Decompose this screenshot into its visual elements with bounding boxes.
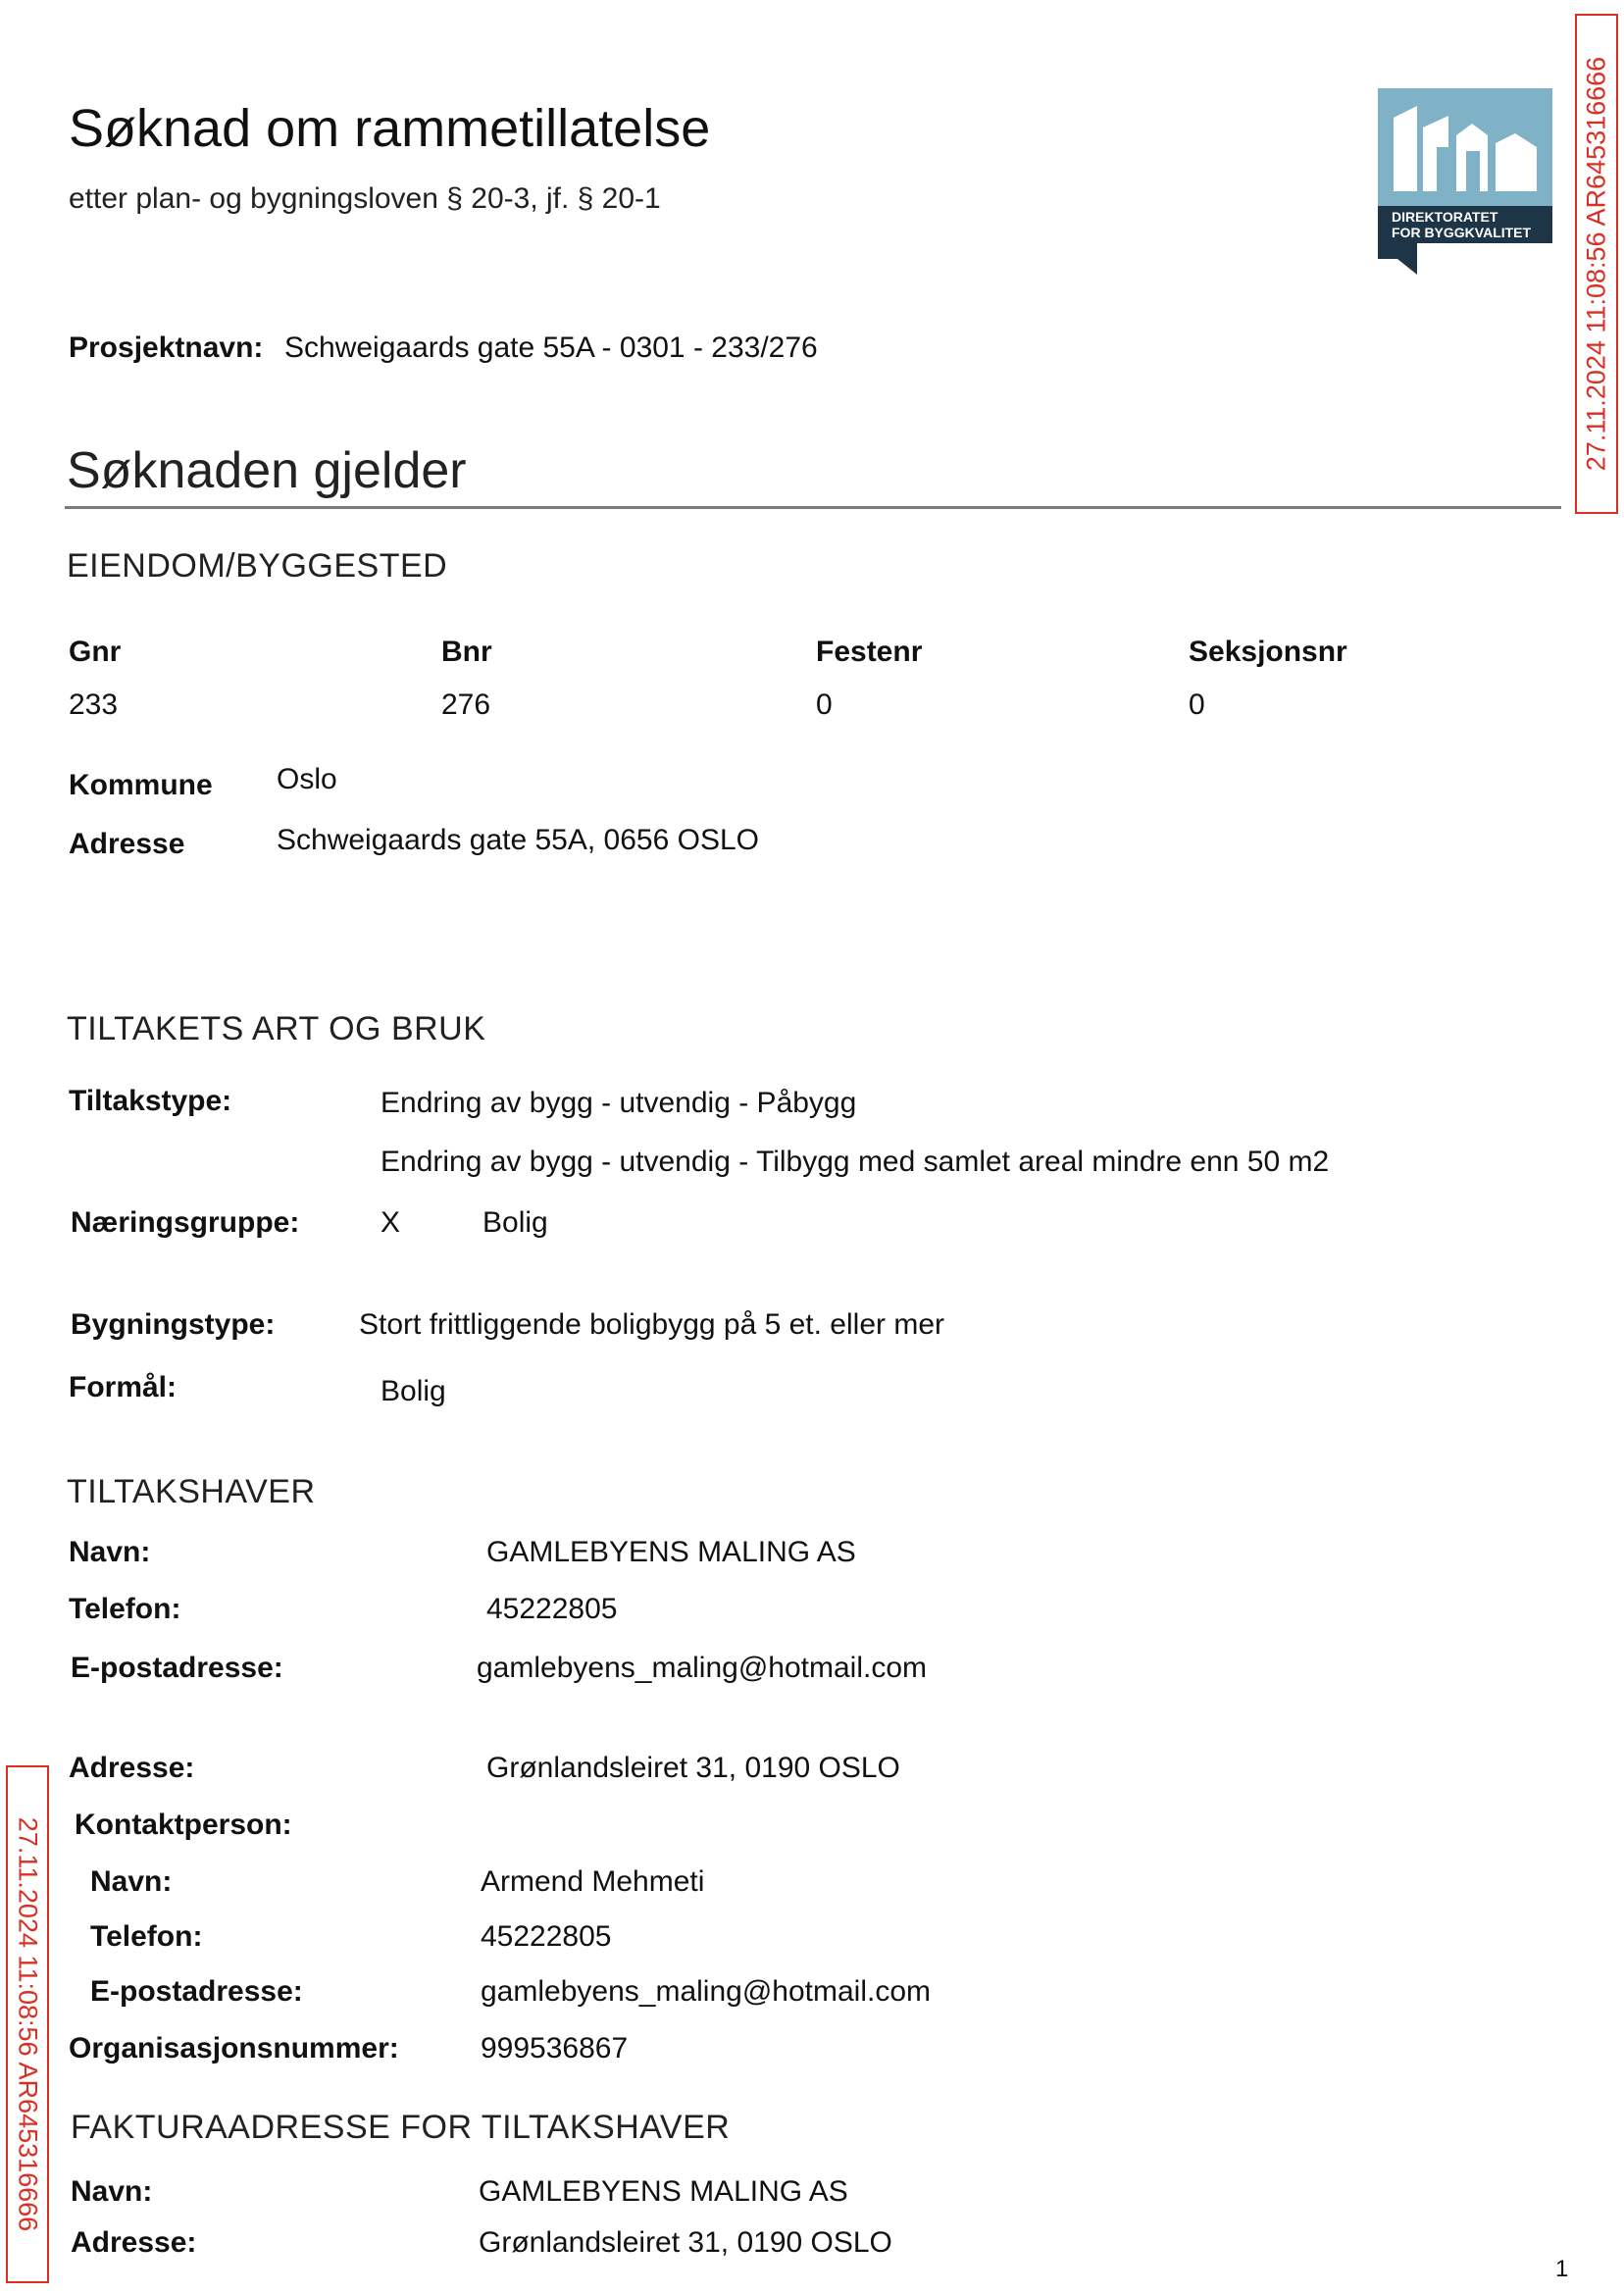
project-label: Prosjektnavn: (69, 331, 264, 364)
tiltakshaver-telefon-label: Telefon: (69, 1593, 181, 1625)
kommune-label: Kommune (69, 769, 213, 801)
orgnr-value: 999536867 (481, 2032, 629, 2065)
page-number: 1 (1555, 2256, 1569, 2282)
stamp-text-left: 27.11.2024 11:08:56 AR645316666 (13, 1816, 43, 2232)
logo-text-line1: DIREKTORATET (1392, 209, 1498, 225)
tiltakstype-label: Tiltakstype: (69, 1085, 232, 1117)
faktura-heading: FAKTURAADRESSE FOR TILTAKSHAVER (71, 2109, 731, 2146)
naeringsgruppe-code: X (381, 1206, 401, 1239)
tiltakshaver-adresse-label: Adresse: (69, 1752, 195, 1784)
seksjonsnr-label: Seksjonsnr (1189, 636, 1347, 668)
formal-label: Formål: (69, 1371, 178, 1403)
faktura-navn-value: GAMLEBYENS MALING AS (479, 2175, 848, 2208)
tiltakstype-value-1: Endring av bygg - utvendig - Påbygg (381, 1087, 857, 1119)
bygningstype-value: Stort frittliggende boligbygg på 5 et. eller mer (359, 1308, 944, 1341)
kontakt-epost-label: E-postadresse: (90, 1975, 303, 2008)
bygningstype-label: Bygningstype: (71, 1308, 276, 1341)
timestamp-stamp-left (6, 1765, 49, 2283)
seksjonsnr-value: 0 (1189, 688, 1205, 721)
document-title: Søknad om rammetillatelse (69, 99, 711, 158)
tiltak-heading: TILTAKETS ART OG BRUK (67, 1010, 486, 1047)
tiltakshaver-navn-label: Navn: (69, 1536, 151, 1568)
tiltakshaver-epost-value: gamlebyens_maling@hotmail.com (477, 1652, 927, 1684)
formal-value: Bolig (381, 1375, 446, 1407)
tiltakstype-value-2: Endring av bygg - utvendig - Tilbygg med samlet areal mindre enn 50 m2 (381, 1146, 1330, 1178)
faktura-adresse-value: Grønlandsleiret 31, 0190 OSLO (479, 2226, 892, 2259)
tiltakshaver-adresse-value: Grønlandsleiret 31, 0190 OSLO (486, 1752, 900, 1784)
dibk-logo (1378, 88, 1552, 275)
kontakt-telefon-label: Telefon: (90, 1920, 203, 1953)
festenr-value: 0 (816, 688, 833, 721)
faktura-adresse-label: Adresse: (71, 2226, 197, 2259)
logo-text-line2: FOR BYGGKVALITET (1392, 225, 1532, 240)
timestamp-stamp-right (1575, 14, 1618, 514)
kontakt-navn-value: Armend Mehmeti (481, 1865, 705, 1898)
stamp-text-right: 27.11.2024 11:08:56 AR645316666 (1581, 56, 1611, 472)
festenr-label: Festenr (816, 636, 923, 668)
kontaktperson-label: Kontaktperson: (75, 1809, 292, 1841)
gnr-label: Gnr (69, 636, 122, 668)
tiltakshaver-heading: TILTAKSHAVER (67, 1473, 316, 1510)
tiltakshaver-navn-value: GAMLEBYENS MALING AS (486, 1536, 856, 1568)
bnr-value: 276 (441, 688, 491, 721)
kommune-value: Oslo (277, 763, 337, 795)
project-value: Schweigaards gate 55A - 0301 - 233/276 (284, 331, 818, 364)
naeringsgruppe-label: Næringsgruppe: (71, 1206, 300, 1239)
kontakt-epost-value: gamlebyens_maling@hotmail.com (481, 1975, 931, 2008)
orgnr-label: Organisasjonsnummer: (69, 2032, 399, 2065)
bnr-label: Bnr (441, 636, 492, 668)
building-logo-icon (1378, 88, 1552, 275)
eiendom-heading: EIENDOM/BYGGESTED (67, 547, 448, 585)
section-title: Søknaden gjelder (67, 442, 467, 499)
tiltakshaver-telefon-value: 45222805 (486, 1593, 618, 1625)
tiltakshaver-epost-label: E-postadresse: (71, 1652, 283, 1684)
gnr-value: 233 (69, 688, 119, 721)
kontakt-telefon-value: 45222805 (481, 1920, 612, 1953)
naeringsgruppe-value: Bolig (482, 1206, 548, 1239)
faktura-navn-label: Navn: (71, 2175, 153, 2208)
adresse-label: Adresse (69, 828, 185, 860)
document-subtitle: etter plan- og bygningsloven § 20-3, jf. § 20-1 (69, 182, 661, 215)
section-divider (65, 506, 1561, 509)
kontakt-navn-label: Navn: (90, 1865, 173, 1898)
adresse-value: Schweigaards gate 55A, 0656 OSLO (277, 824, 759, 856)
